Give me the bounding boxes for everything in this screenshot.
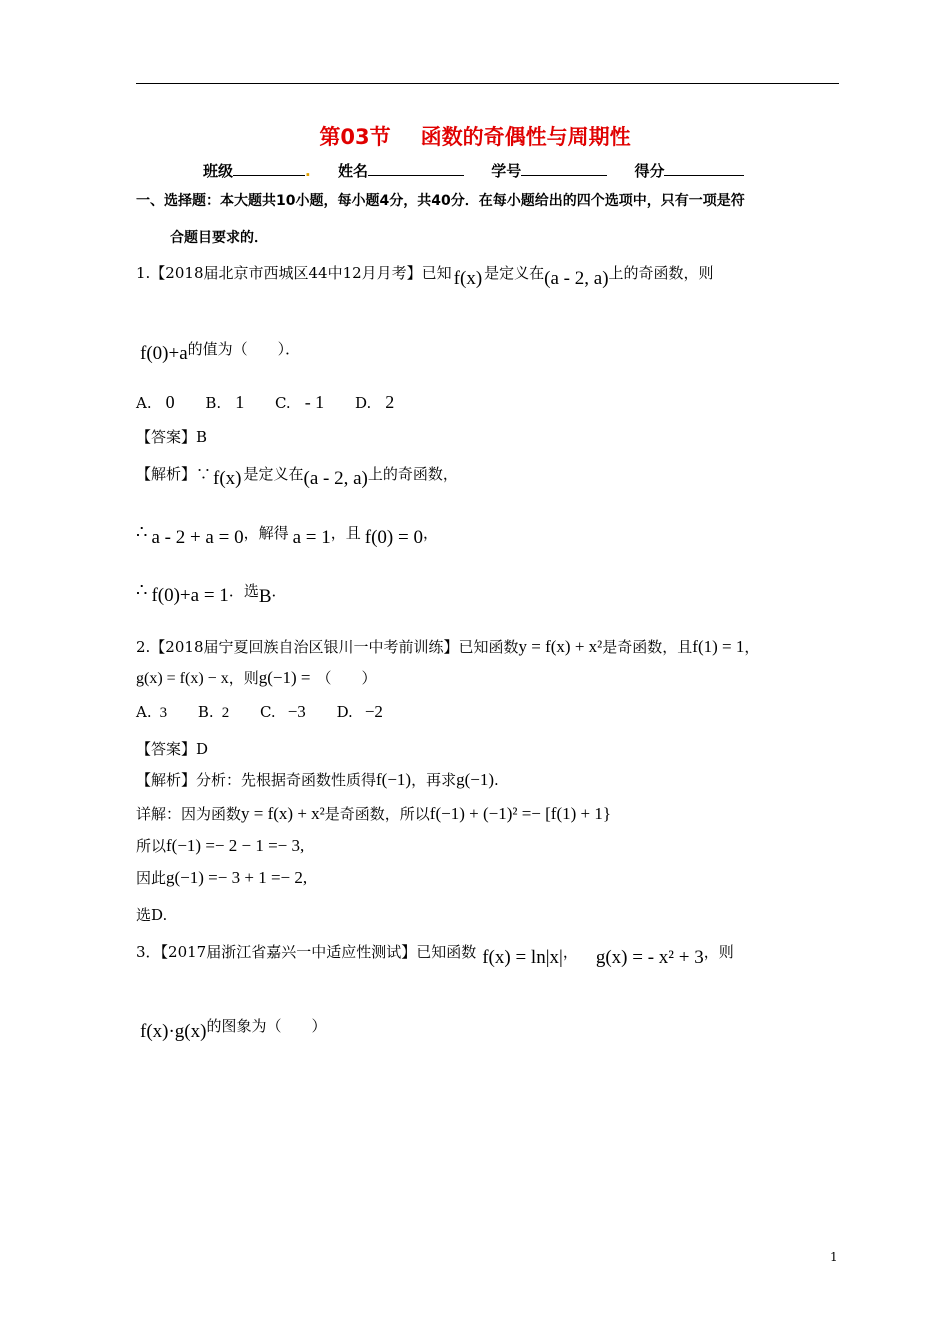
score-blank[interactable] bbox=[664, 161, 744, 176]
q1-analysis: 【解析】∵ f(x) 是定义在(a - 2, a)上的奇函数， bbox=[136, 465, 458, 489]
q1-options bbox=[136, 392, 420, 413]
section-number: 第03节 bbox=[319, 125, 391, 149]
class-label: 班级 bbox=[203, 162, 234, 180]
q2-option-a[interactable]: A. 3 bbox=[136, 703, 168, 721]
q2-choose: 选D. bbox=[136, 906, 168, 924]
id-label: 学号 bbox=[491, 162, 522, 180]
part1-heading: 一、选择题：本大题共10小题，每小题4分，共40分．在每小题给出的四个选项中，只有一项是符 bbox=[136, 193, 745, 209]
q1-option-a[interactable]: A. 0 bbox=[136, 392, 175, 412]
q2-option-c[interactable]: C. −3 bbox=[259, 702, 306, 721]
name-blank[interactable] bbox=[368, 161, 464, 176]
q1-stem-cont: f(0)+a的值为（ ）． bbox=[140, 340, 301, 364]
section-topic: 函数的奇偶性与周期性 bbox=[420, 125, 631, 149]
q1-answer: 【答案】B bbox=[136, 428, 208, 446]
q1-interval: (a - 2, a) bbox=[544, 268, 609, 289]
page-number: 1 bbox=[830, 1250, 838, 1264]
q3-stem-cont: f(x)·g(x)的图象为（ ） bbox=[140, 1017, 327, 1042]
q3-stem: 3．【2017届浙江省嘉兴一中适应性测试】已知函数 f(x) = ln|x|， g(x) = - x² + 3，则 bbox=[136, 943, 734, 968]
q1-step3: ∴ f(0)+a = 1．选B． bbox=[136, 580, 287, 607]
q1-option-b[interactable]: B. 1 bbox=[205, 392, 245, 412]
q2-option-d[interactable]: D. −2 bbox=[336, 702, 383, 721]
q1-option-d[interactable]: D. 2 bbox=[354, 392, 395, 412]
page-title bbox=[0, 121, 950, 151]
class-blank[interactable] bbox=[233, 161, 305, 176]
student-info-row: 班级 . 姓名 学号 得分 bbox=[203, 160, 766, 181]
q2-detail: 详解：因为函数y = f(x) + x²是奇函数，所以f(−1) + (−1)² =− [f(1) + 1} bbox=[136, 804, 612, 823]
score-label: 得分 bbox=[634, 162, 665, 180]
name-label: 姓名 bbox=[337, 162, 368, 180]
q2-answer: 【答案】D bbox=[136, 740, 209, 758]
q1-fx: f(x) bbox=[453, 268, 483, 289]
part1-heading-cont: 合题目要求的． bbox=[170, 230, 268, 246]
q2-options bbox=[136, 702, 409, 722]
q2-analysis: 【解析】分析：先根据奇函数性质得f(−1)，再求g(−1). bbox=[136, 770, 499, 789]
q1-option-c[interactable]: C. - 1 bbox=[274, 392, 325, 412]
q2-stem-cont: g(x) = f(x) − x，则g(−1) = （ ） bbox=[136, 668, 377, 687]
q2-so: 所以f(−1) =− 2 − 1 =− 3, bbox=[136, 836, 305, 855]
q1-expr: f(0)+a bbox=[140, 343, 188, 364]
q2-option-b[interactable]: B. 2 bbox=[197, 703, 230, 721]
q1-stem: 1.【2018届北京市西城区44中12月月考】已知 f(x) 是定义在(a - 2, a)上的奇函数，则 bbox=[136, 264, 714, 289]
header-rule bbox=[136, 83, 839, 84]
q1-step2: ∴ a - 2 + a = 0，解得 a = 1，且 f(0) = 0， bbox=[136, 522, 438, 548]
q2-stem: 2.【2018届宁夏回族自治区银川一中考前训练】已知函数y = f(x) + x²是奇函数，且f(1) = 1， bbox=[136, 637, 760, 656]
q2-thus: 因此g(−1) =− 3 + 1 =− 2, bbox=[136, 868, 308, 887]
id-blank[interactable] bbox=[521, 161, 607, 176]
